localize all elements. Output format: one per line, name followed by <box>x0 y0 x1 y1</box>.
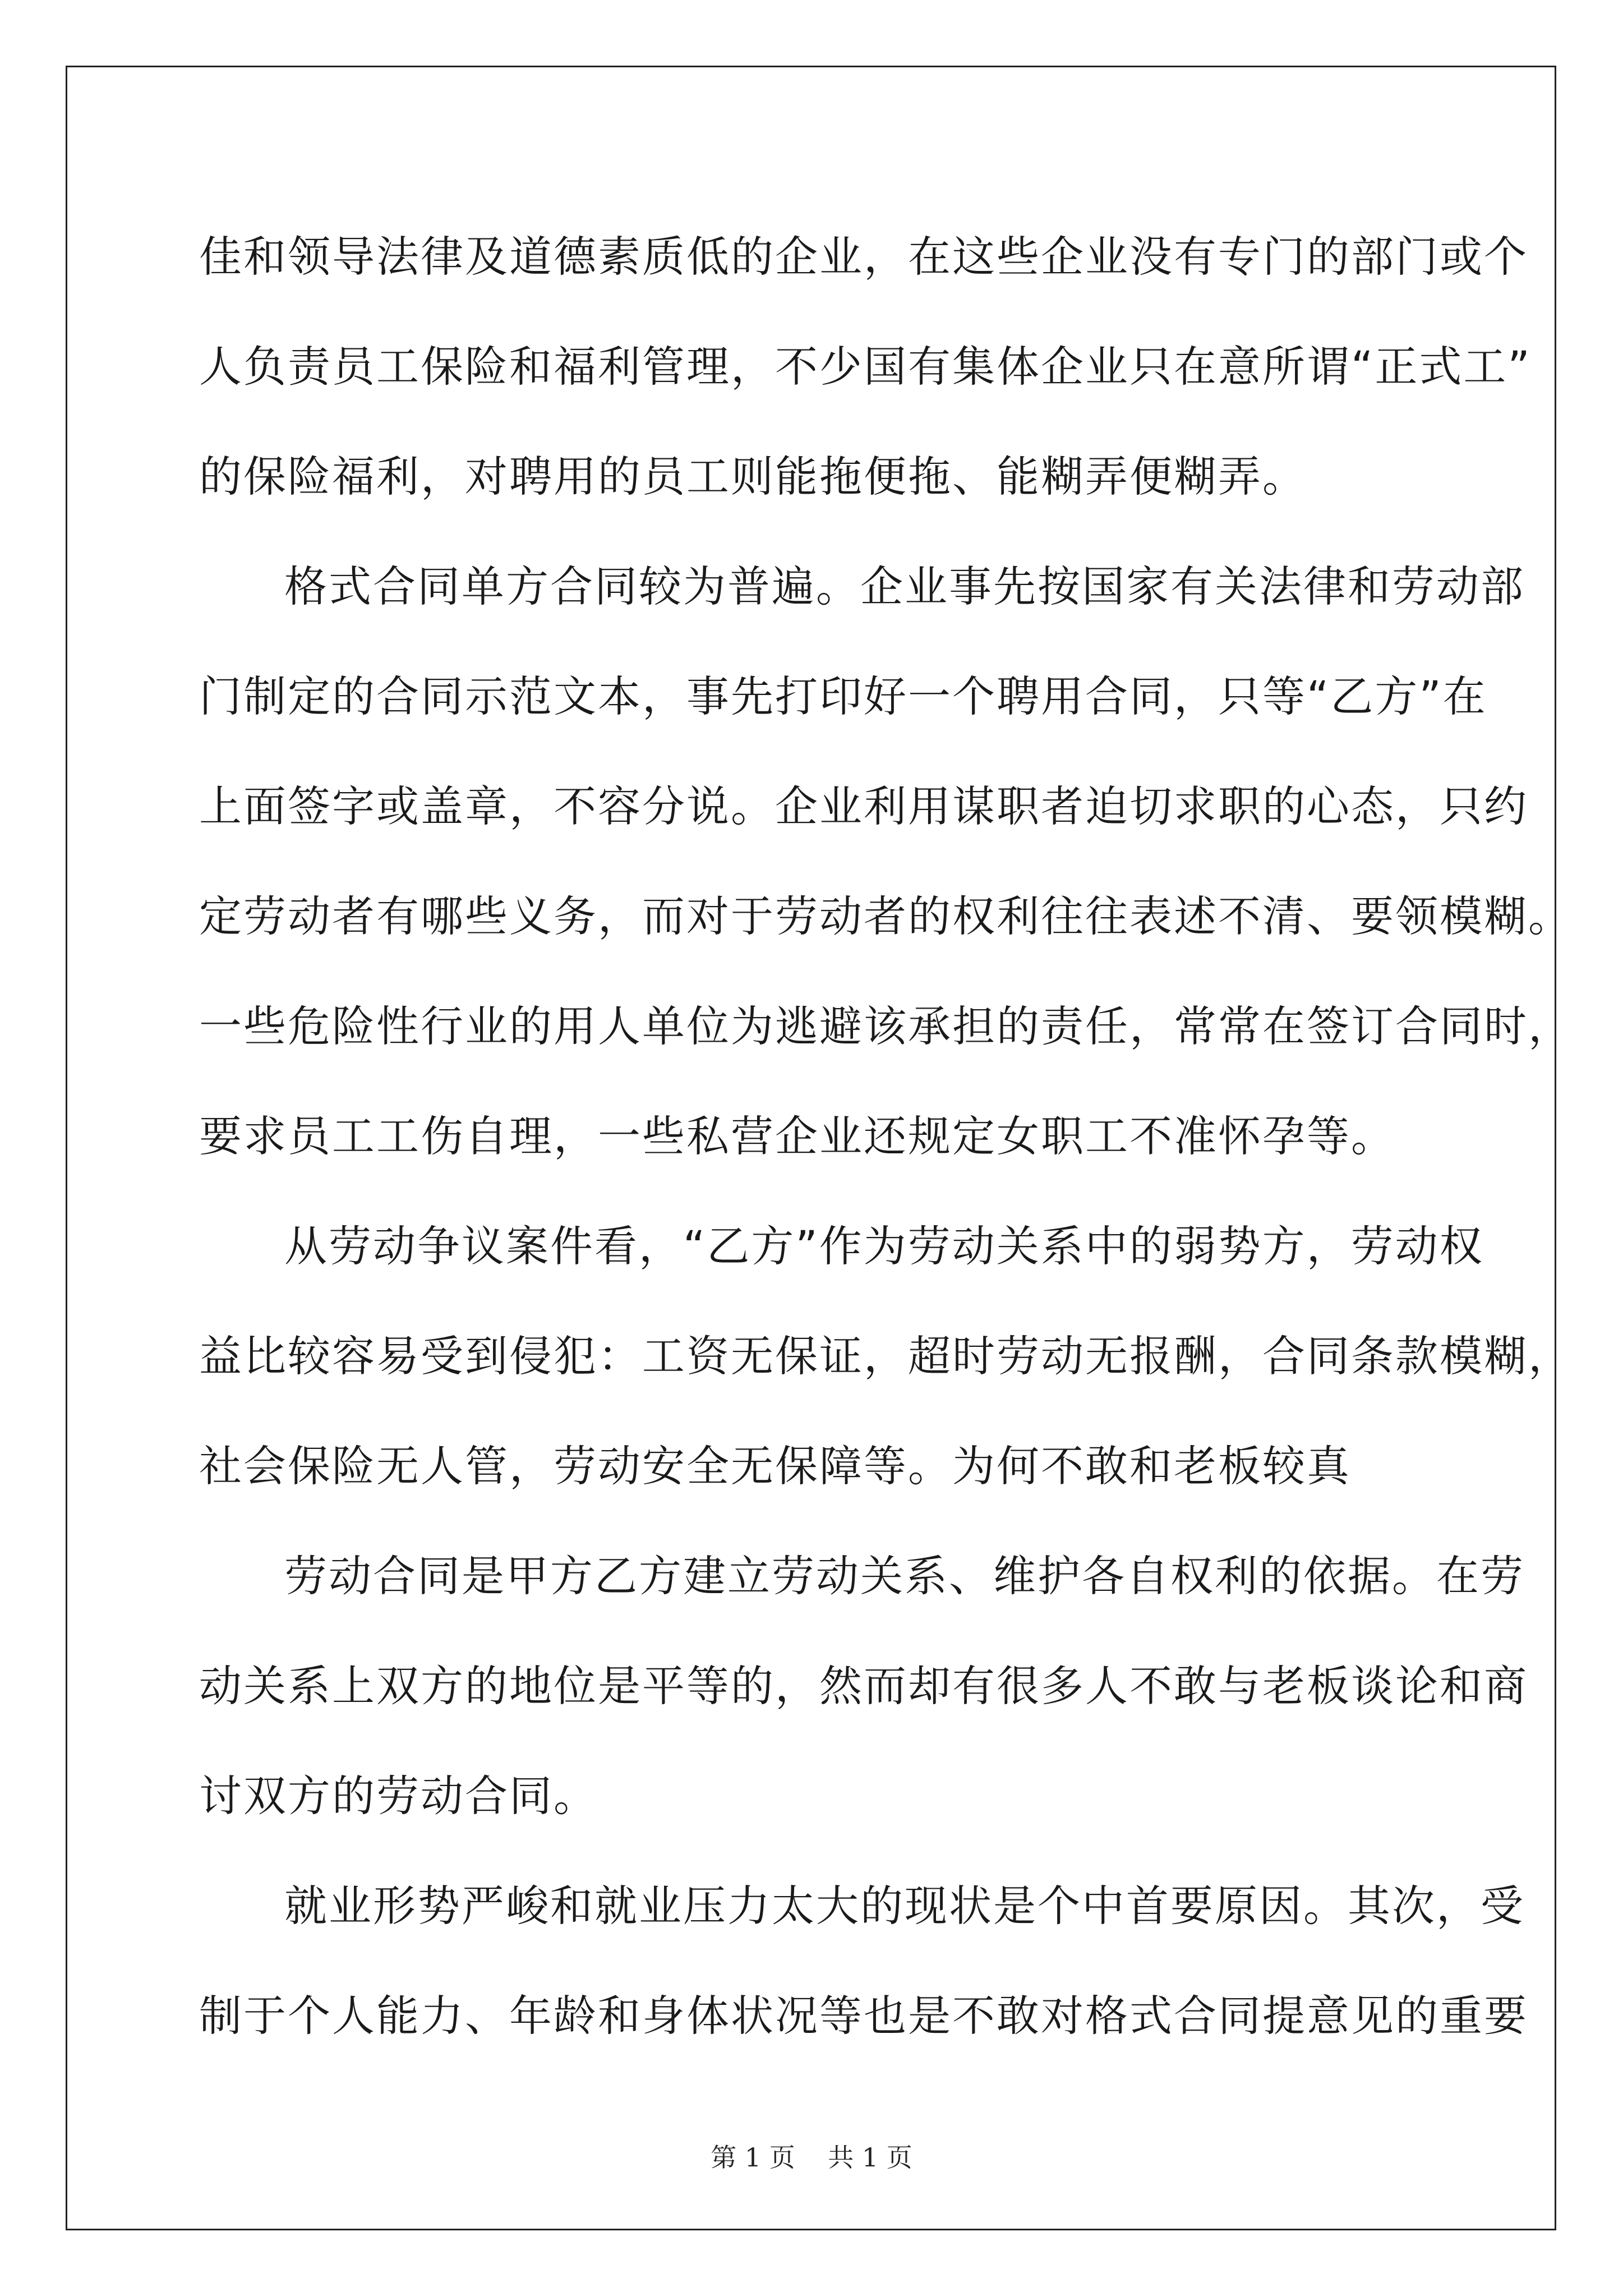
text-line: 劳动合同是甲方乙方建立劳动关系、维护各自权利的依据。在劳 <box>284 1551 1525 1601</box>
text-line: 门制定的合同示范文本，事先打印好一个聘用合同，只等“乙方”在 <box>199 671 1487 721</box>
text-line: 从劳动争议案件看，“乙方”作为劳动关系中的弱势方，劳动权 <box>284 1221 1484 1271</box>
page-number-footer: 第 1 页 共 1 页 <box>711 2142 912 2173</box>
text-line: 益比较容易受到侵犯：工资无保证，超时劳动无报酬，合同条款模糊， <box>199 1331 1573 1381</box>
text-line: 讨双方的劳动合同。 <box>199 1771 598 1821</box>
text-line: 的保险福利，对聘用的员工则能拖便拖、能糊弄便糊弄。 <box>199 452 1307 501</box>
text-line: 佳和领导法律及道德素质低的企业，在这些企业没有专门的部门或个 <box>199 232 1528 282</box>
text-line: 动关系上双方的地位是平等的，然而却有很多人不敢与老板谈论和商 <box>199 1661 1528 1711</box>
text-line: 一些危险性行业的用人单位为逃避该承担的责任，常常在签订合同时， <box>199 1001 1573 1051</box>
text-line: 上面签字或盖章，不容分说。企业利用谋职者迫切求职的心态，只约 <box>199 781 1528 831</box>
text-line: 制于个人能力、年龄和身体状况等也是不敢对格式合同提意见的重要 <box>199 1991 1528 2041</box>
text-line: 人负责员工保险和福利管理，不少国有集体企业只在意所谓“正式工” <box>199 342 1532 392</box>
document-body <box>199 202 1573 2071</box>
text-line: 社会保险无人管，劳动安全无保障等。为何不敢和老板较真 <box>199 1441 1351 1491</box>
text-line: 要求员工工伤自理，一些私营企业还规定女职工不准怀孕等。 <box>199 1111 1395 1161</box>
text-line: 就业形势严峻和就业压力太大的现状是个中首要原因。其次，受 <box>284 1881 1525 1931</box>
text-line: 格式合同单方合同较为普遍。企业事先按国家有关法律和劳动部 <box>284 562 1525 611</box>
text-line: 定劳动者有哪些义务，而对于劳动者的权利往往表述不清、要领模糊。 <box>199 891 1573 941</box>
